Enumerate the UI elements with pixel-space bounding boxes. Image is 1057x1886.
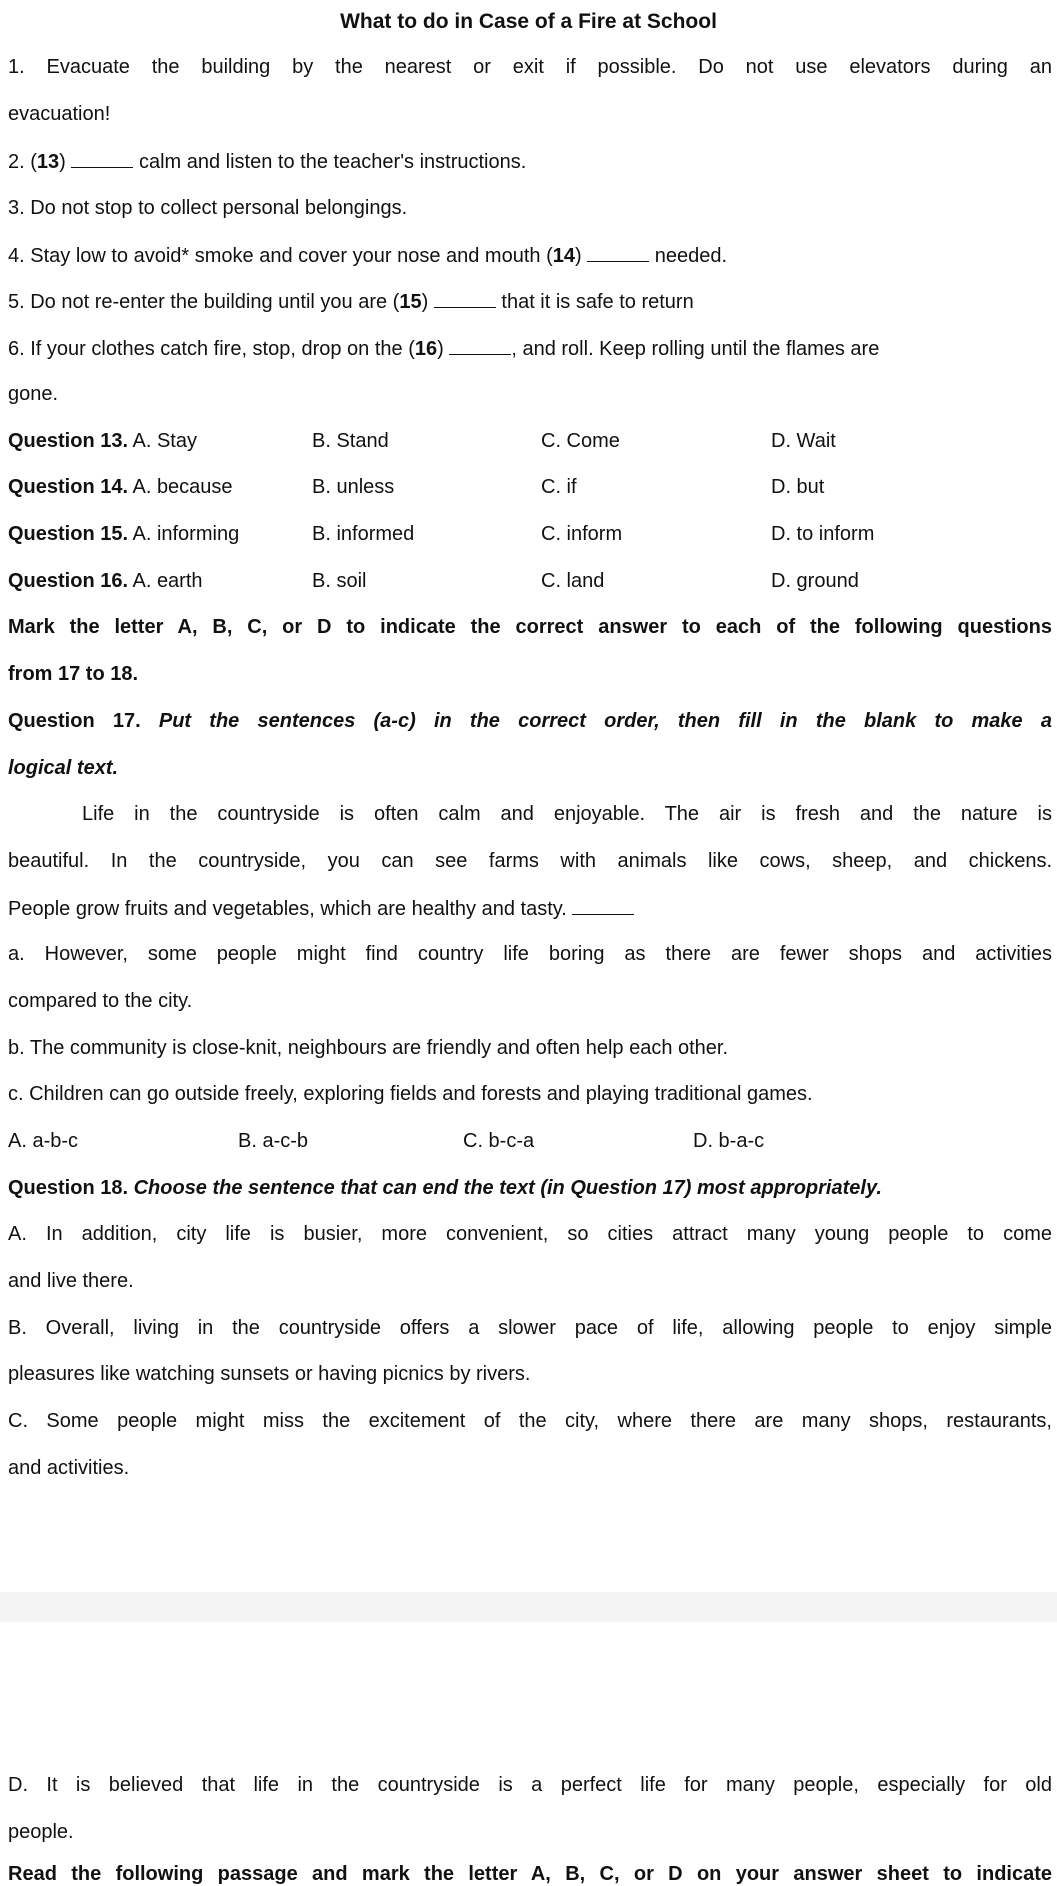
q18-prompt: Question 18. Choose the sentence that can end the text (in Question 17) most appropriately. — [8, 1177, 882, 1199]
q18-option-b-cont[interactable]: pleasures like watching sunsets or having picnics by rivers. — [8, 1363, 531, 1385]
q17-sentence-a: a. However, some people might find country life boring as there are fewer shops and activities — [8, 943, 1052, 965]
option-a[interactable]: A. Stay — [132, 430, 197, 452]
question-row-16 — [8, 569, 1057, 593]
answer-blank-15[interactable] — [434, 289, 496, 308]
q18-option-a-cont[interactable]: and live there. — [8, 1270, 134, 1292]
option-d[interactable]: D. to inform — [771, 523, 875, 545]
question-label: Question 14. — [8, 476, 129, 498]
next-section-instruction: Read the following passage and mark the letter A, B, C, or D on your answer sheet to indicate — [8, 1863, 1052, 1885]
fire-item-1: 1. Evacuate the building by the nearest or exit if possible. Do not use elevators during an — [8, 56, 1052, 78]
instruction-line-2: from 17 to 18. — [8, 663, 139, 685]
blank-number-15: 15 — [399, 291, 422, 313]
question-label: Question 15. — [8, 523, 129, 545]
option-b[interactable]: B. unless — [312, 476, 395, 498]
question-label: Question 18. — [8, 1177, 129, 1199]
question-row-13 — [8, 429, 1057, 453]
q17-passage-line-1: Life in the countryside is often calm and enjoyable. The air is fresh and the nature is — [82, 803, 1052, 825]
page-break-divider — [0, 1592, 1057, 1622]
option-c[interactable]: C. if — [541, 476, 577, 498]
q17-option-d[interactable]: D. b-a-c — [693, 1130, 765, 1152]
q17-passage-line-2: beautiful. In the countryside, you can see farms with animals like cows, sheep, and chickens. — [8, 850, 1052, 872]
fire-item-4: 4. Stay low to avoid* smoke and cover your nose and mouth (14) needed. — [8, 245, 728, 267]
option-b[interactable]: B. Stand — [312, 430, 389, 452]
answer-blank-14[interactable] — [587, 243, 649, 262]
instruction-line-1: Mark the letter A, B, C, or D to indicate the correct answer to each of the following questions — [8, 616, 1052, 638]
answer-blank-16[interactable] — [449, 336, 511, 355]
blank-number-13: 13 — [36, 151, 60, 173]
q18-option-c[interactable]: C. Some people might miss the excitement of the city, where there are many shops, restaurants, — [8, 1410, 1052, 1432]
q18-option-a[interactable]: A. In addition, city life is busier, more convenient, so cities attract many young people to come — [8, 1223, 1052, 1245]
q17-option-c[interactable]: C. b-c-a — [463, 1130, 535, 1152]
question-row-14 — [8, 475, 1057, 499]
q17-prompt-cont: logical text. — [8, 757, 119, 779]
option-d[interactable]: D. but — [771, 476, 825, 498]
blank-number-14: 14 — [552, 245, 575, 267]
q18-option-c-cont[interactable]: and activities. — [8, 1457, 130, 1479]
q18-option-d[interactable]: D. It is believed that life in the countryside is a perfect life for many people, especially for old — [8, 1774, 1052, 1796]
question-label: Question 13. — [8, 430, 129, 452]
option-d[interactable]: D. Wait — [771, 430, 836, 452]
option-d[interactable]: D. ground — [771, 570, 859, 592]
q17-sentence-b: b. The community is close-knit, neighbours are friendly and often help each other. — [8, 1037, 729, 1059]
option-a[interactable]: A. earth — [132, 570, 203, 592]
option-c[interactable]: C. Come — [541, 430, 620, 452]
answer-blank-17[interactable] — [572, 896, 634, 915]
fire-item-6: 6. If your clothes catch fire, stop, drop on the (16) , and roll. Keep rolling until the flames are — [8, 338, 880, 360]
q18-option-b[interactable]: B. Overall, living in the countryside offers a slower pace of life, allowing people to enjoy simple — [8, 1317, 1052, 1339]
option-c[interactable]: C. inform — [541, 523, 623, 545]
fire-item-3: 3. Do not stop to collect personal belongings. — [8, 197, 408, 219]
q18-option-d-cont[interactable]: people. — [8, 1821, 74, 1843]
option-c[interactable]: C. land — [541, 570, 605, 592]
answer-blank-13[interactable] — [71, 149, 133, 168]
option-b[interactable]: B. soil — [312, 570, 367, 592]
fire-item-1-cont: evacuation! — [8, 103, 111, 125]
question-row-15 — [8, 522, 1057, 546]
option-a[interactable]: A. informing — [132, 523, 240, 545]
q17-option-b[interactable]: B. a-c-b — [238, 1130, 309, 1152]
option-b[interactable]: B. informed — [312, 523, 415, 545]
page-title: What to do in Case of a Fire at School — [340, 10, 717, 33]
option-a[interactable]: A. because — [132, 476, 233, 498]
q17-passage-line-3: People grow fruits and vegetables, which are healthy and tasty. — [8, 896, 1057, 921]
q17-prompt: Question 17. Put the sentences (a-c) in the correct order, then fill in the blank to make a — [8, 710, 1052, 732]
question-label: Question 16. — [8, 570, 129, 592]
fire-item-5: 5. Do not re-enter the building until you are (15) that it is safe to return — [8, 291, 694, 313]
fire-item-2: 2. (13) calm and listen to the teacher's instructions. — [8, 151, 527, 173]
fire-item-6-cont: gone. — [8, 383, 59, 405]
q17-sentence-a-cont: compared to the city. — [8, 990, 193, 1012]
blank-number-16: 16 — [414, 338, 438, 360]
question-label: Question 17. — [8, 710, 141, 732]
q17-sentence-c: c. Children can go outside freely, exploring fields and forests and playing traditional games. — [8, 1083, 813, 1105]
q17-option-a[interactable]: A. a-b-c — [8, 1130, 79, 1152]
